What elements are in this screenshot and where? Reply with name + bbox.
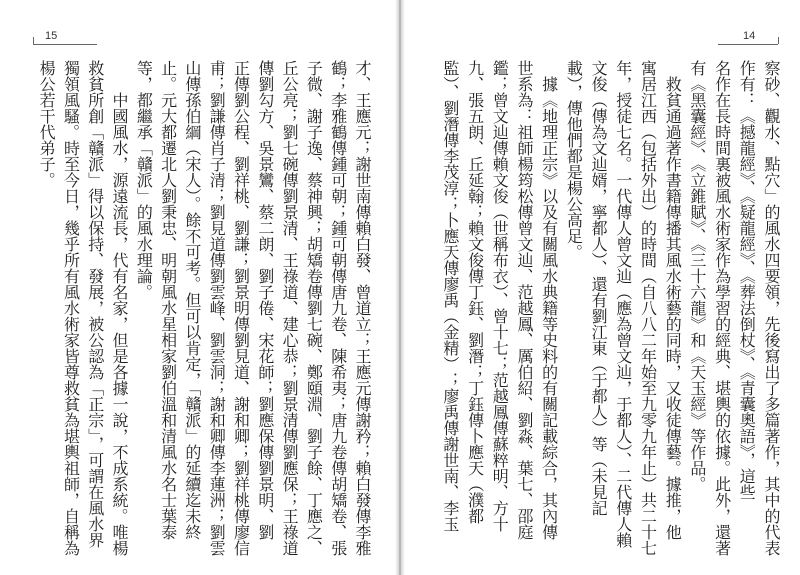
text-column: 據《地理正宗》以及有關風水典籍等史料的有關記載綜合，其內傳 [539,76,559,540]
text-column: 獨領風騷。時至今日，幾乎所有風水術家皆尊救貧為堪輿祖師，自稱為 [61,60,81,556]
page-number: 14 [743,30,756,42]
book-gutter [395,0,405,575]
header-rule [33,44,97,45]
text-column: 丘公亮；劉七碗傳劉景清、王祿道、建心恭；劉景清傳劉應保；王祿道 [280,60,300,556]
text-column: 九、張五朗、丘延翰；賴文俊傳丁鈺、劉潛；丁鈺傳卜應天（濮都 [465,60,485,524]
text-column: 作有：《撼龍經》、《疑龍經》、《葬法倒杖》、《青囊奧語》，這些 [737,60,757,500]
text-column: 救貧所創「贛派」得以保持、發展，被公認為「正宗」，可謂在風水界 [85,60,105,548]
header-ornament [33,37,34,44]
text-column: 才、王應元；謝世南傳賴白發、曾道立；王應元傳謝矜；賴白發傳李雅 [353,60,372,556]
text-column: 楊公若干代弟子。 [37,60,57,188]
body-text [437,60,783,565]
text-column: 正傳劉公程、劉祥桃、劉謙；劉景明傳劉見道、謝和卿；劉祥桃傳廖信 [231,60,251,556]
text-column: 有《黑囊經》、《立錐賦》、《三十六龍》和《天玉經》等作品。 [687,60,707,492]
text-column: 山傳孫伯綱（宋人）。餘不可考。但可以肯定，「贛派」的延續迄未終 [182,60,202,540]
text-column: 中國風水，源遠流長，代有名家，但是各據一說，不成系統。唯楊 [110,92,130,556]
text-column: 等，都繼承「贛派」的風水理論。 [134,60,154,300]
text-column: 鑑；曾文辿傳賴文俊（世稱布衣）、曾十七；范越鳳傳蘇粹明、方十 [490,60,510,532]
text-column: 甫；劉謙傳肖子清；劉見道傳劉雲峰、劉雲洞；謝和卿傳李蓮洲；劉雲 [207,60,227,556]
right-page [400,0,800,575]
text-column: 傳劉勾方、吳景鸞、蔡二朗、劉子倦、宋花師；劉應保傳劉景明、劉 [255,60,275,540]
header-rule [718,44,778,45]
header-ornament [778,37,779,44]
text-column: 察砂、觀水、點穴」的風水四要領，先後寫出了多篇著作，其中的代表 [762,60,781,556]
text-column: 載），傳他們都是楊公高足。 [564,60,584,260]
text-column: 文俊（傳為文辿婿，寧都人）、還有劉江東（于都人）等（未見記 [589,60,609,516]
text-column: 止。元大都遷北人劉秉忠、明朝風水星相家劉伯溫和清風水名士葉泰 [158,60,178,540]
text-column: 監）、劉潛傳李茂淳；卜應天傳廖禹（金精）；廖禹傳謝世南、李玉 [440,60,460,532]
text-column: 寓居江西（包括外出）的時間（自八八二年始至九零九年止）共二十七 [638,60,658,556]
body-text [34,60,374,565]
text-column: 救貧通過著作書籍傳播其風水術藝的同時，又收徒傳藝。據推，他 [663,76,683,540]
page-header [0,28,400,48]
text-column: 年，授徒七名。一代傳人曾文辿（應為曾文辿，于都人）、二代傳人賴 [613,60,633,548]
text-column: 世系為：祖師楊筠松傳曾文辿、范越鳳、厲伯紹、劉淼、葉七、邵庭 [514,60,534,540]
text-column: 鶴；李雅鶴傳鍾可朝；鍾可朝傳唐九卷、陳希夷；唐九卷傳胡矯卷、張 [328,60,348,556]
page-number: 15 [45,30,58,42]
text-column: 名作在長時間裏被風水術家作為學習的經典、堪輿的依據。此外，還著 [712,60,732,556]
page-header [400,28,800,48]
text-column: 子微、謝子逸、蔡神興；胡矯卷傳劉七碗、鄭頤淵、劉子餘、丁應之、 [304,60,324,556]
